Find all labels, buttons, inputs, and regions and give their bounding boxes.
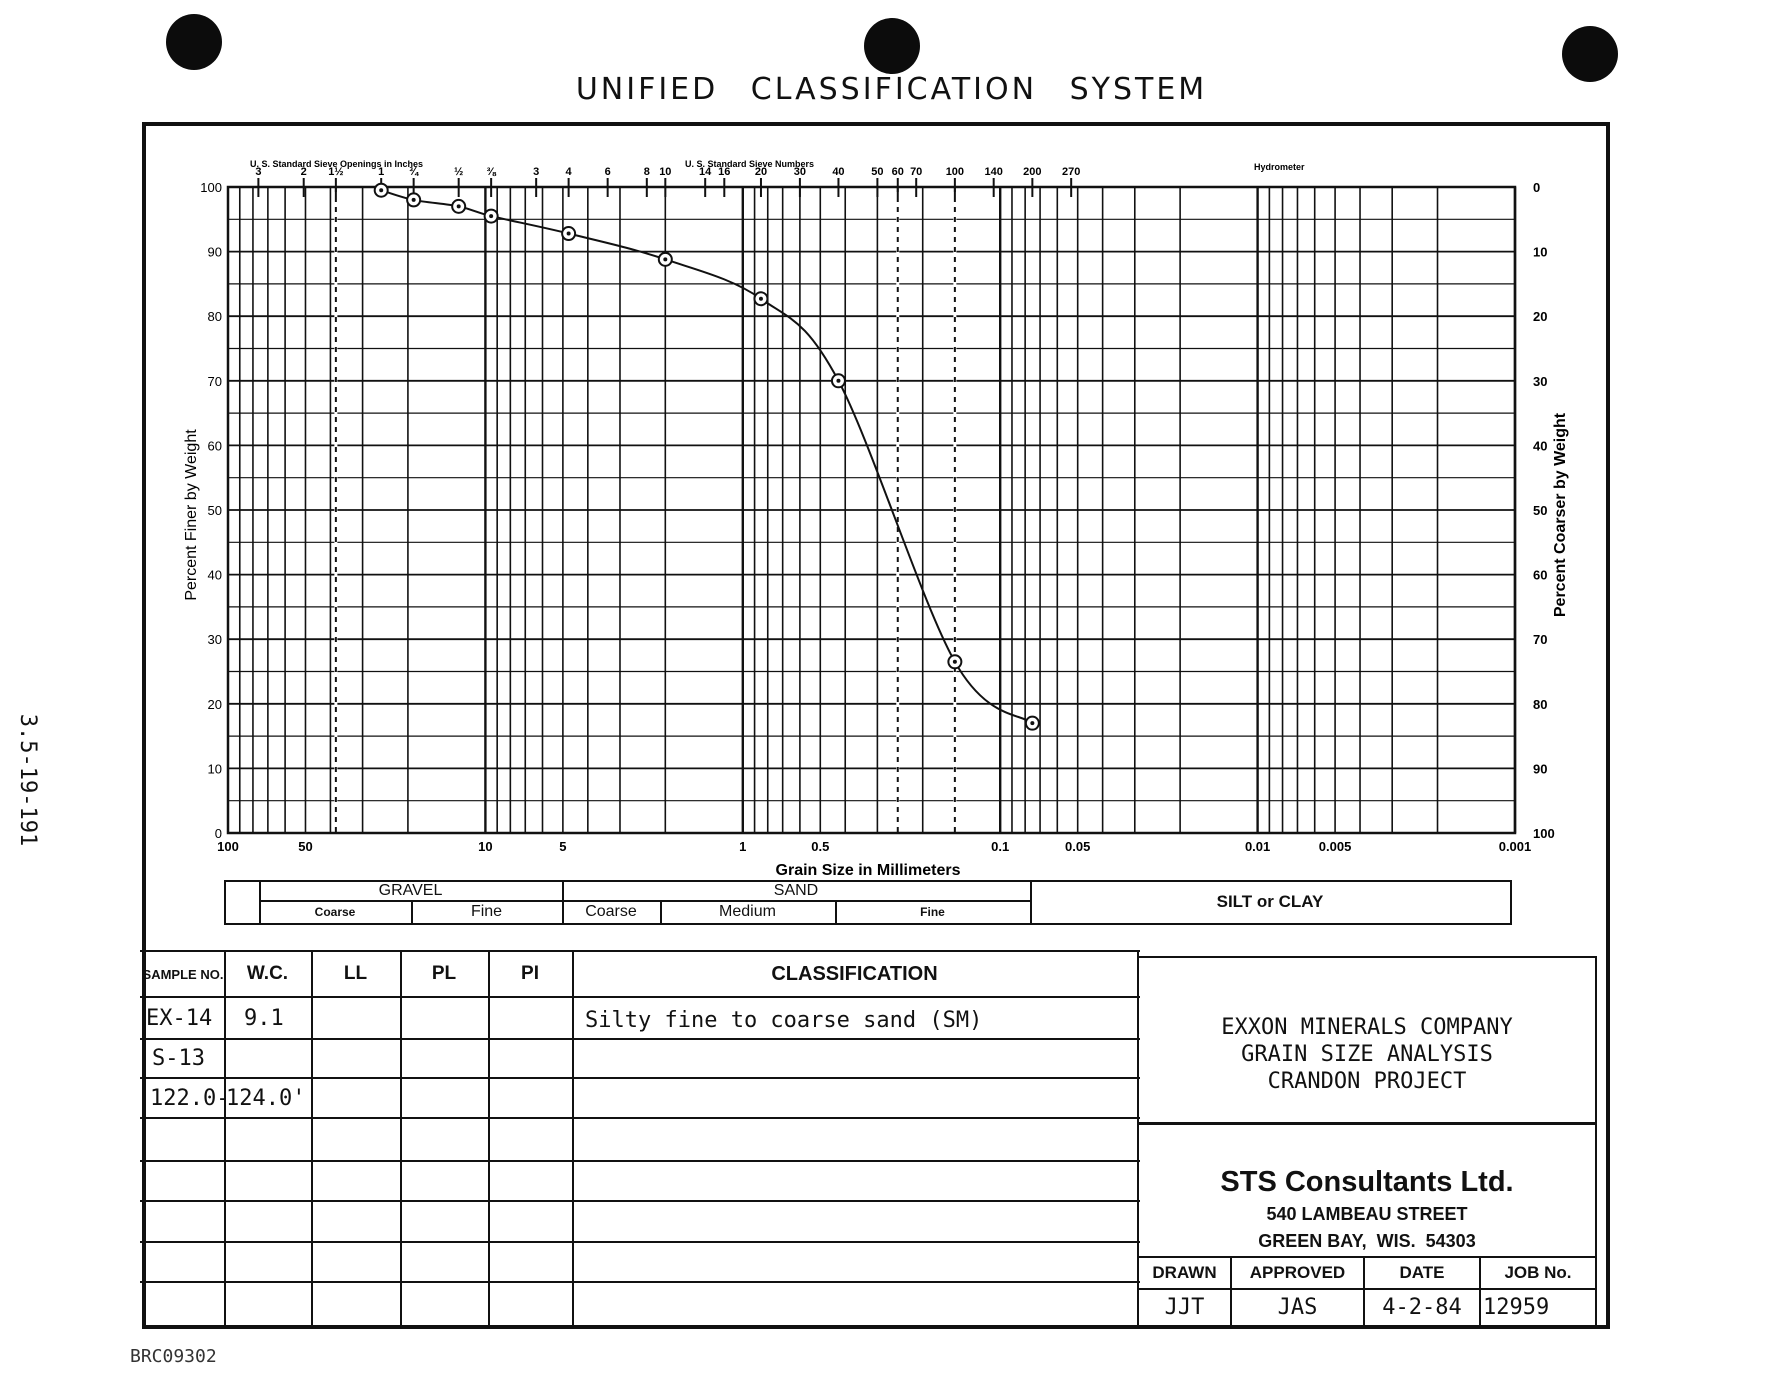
project-analysis: GRAIN SIZE ANALYSIS [1241,1041,1493,1067]
y-tick-label: 20 [207,696,222,712]
y-right-tick-label: 20 [1533,309,1548,325]
sand-fine-label: Fine [920,905,945,919]
y-tick-label: 90 [207,244,222,260]
x-tick-label: 0.01 [1244,839,1271,854]
data-point-center [412,198,416,202]
y-tick-label: 100 [200,180,222,195]
y-right-tick-label: 30 [1533,373,1548,389]
sieve-tick-label: 200 [1023,166,1042,178]
inch-tick-label: 3 [255,166,262,178]
project-company: EXXON MINERALS COMPANY [1221,1014,1513,1040]
row2-sample-no: S-13 [152,1046,205,1071]
side-document-id: 3.5-19-191 [15,713,40,847]
gradation-curve [381,190,1032,723]
y-tick-label: 0 [214,826,222,841]
y-right-tick-label: 60 [1533,567,1548,583]
sieve-tick-label: 4 [565,166,572,178]
x-axis-label: Grain Size in Millimeters [775,862,961,879]
date-label: DATE [1399,1263,1445,1282]
x-tick-label: 0.1 [991,839,1010,854]
approved-label: APPROVED [1249,1263,1346,1282]
y-tick-label: 80 [207,309,222,325]
footer-document-id: BRC09302 [130,1346,217,1367]
hydrometer-label: Hydrometer [1254,162,1305,172]
inch-tick-label: ½ [454,166,464,178]
y-axis-right-label: Percent Coarser by Weight [1552,412,1569,618]
consultant-name: STS Consultants Ltd. [1220,1165,1514,1198]
page-title: UNIFIED CLASSIFICATION SYSTEM [575,72,1208,107]
sieve-tick-label: 6 [604,166,611,178]
sieve-tick-label: 50 [871,166,884,178]
row1-wc: 9.1 [244,1005,284,1031]
sieve-tick-label: 16 [718,166,731,178]
sieve-tick-label: 100 [945,166,965,178]
chart-grid [228,187,1515,833]
header-ll: LL [343,963,368,984]
sieve-tick-label: 14 [699,166,712,178]
data-point-center [457,204,461,208]
y-tick-label: 40 [207,567,222,583]
data-point-center [567,232,571,236]
header-pi: PI [521,963,539,984]
x-tick-label: 100 [217,839,239,854]
y-tick-label: 60 [207,438,222,454]
data-point-center [953,660,957,664]
y-tick-label: 10 [207,761,222,777]
data-point-center [379,188,383,192]
inch-tick-label: ¾ [409,166,419,178]
sieve-tick-label: 40 [832,166,845,178]
sieve-tick-label: 270 [1061,166,1081,178]
inch-tick-label: 1½ [328,166,344,178]
sieve-tick-label: 3 [533,166,540,178]
data-point-center [759,297,763,301]
header-pl: PL [431,963,457,984]
drawn-value: JJT [1164,1294,1205,1320]
y-right-tick-label: 90 [1533,761,1548,777]
y-tick-label: 30 [207,632,222,648]
sand-label: SAND [773,881,819,899]
y-right-tick-label: 10 [1533,244,1548,260]
y-axis-label: Percent Finer by Weight [183,429,200,601]
sieve-tick-label: 140 [984,166,1003,178]
y-right-tick-label: 40 [1533,438,1548,454]
y-right-tick-label: 80 [1533,696,1548,712]
x-tick-label: 5 [559,839,567,854]
y-right-tick-label: 50 [1533,503,1548,518]
x-tick-label: 10 [478,839,493,854]
header-wc: W.C. [246,963,289,984]
job-label: JOB No. [1504,1263,1572,1282]
row1-classification: Silty fine to coarse sand (SM) [585,1007,983,1033]
consultant-city: GREEN BAY, WIS. 54303 [1258,1230,1476,1251]
silt-clay-label: SILT or CLAY [1216,891,1324,911]
sand-medium-label: Medium [719,903,776,920]
data-point-center [836,379,840,383]
y-tick-label: 50 [207,503,222,518]
approved-value: JAS [1277,1294,1318,1320]
drawn-label: DRAWN [1152,1263,1217,1282]
data-point-center [1030,721,1034,725]
row3-wc: 124.0' [226,1085,306,1111]
row1-sample-no: EX-14 [146,1005,213,1031]
sieve-tick-label: 30 [793,166,807,178]
x-tick-label: 1 [739,839,747,854]
x-tick-label: 50 [298,839,313,854]
project-name: CRANDON PROJECT [1267,1068,1467,1094]
x-tick-label: 0.001 [1498,839,1532,854]
sieve-tick-label: 8 [643,166,650,178]
inch-tick-label: 1 [378,166,385,178]
x-tick-label: 0.5 [811,839,830,854]
job-value: 12959 [1483,1294,1550,1320]
inch-tick-label: 2 [300,166,307,178]
sieve-tick-label: 60 [891,166,904,178]
sieve-tick-label: 70 [910,166,923,178]
y-right-tick-label: 100 [1533,826,1555,841]
sieve-tick-label: 20 [754,166,768,178]
x-tick-label: 0.05 [1065,839,1091,854]
header-sample-no: SAMPLE NO. [142,966,224,982]
y-right-tick-label: 70 [1533,632,1548,648]
gravel-fine-label: Fine [470,903,503,920]
sieve-tick-label: 10 [659,166,672,178]
inch-tick-label: ⅜ [486,166,496,178]
sieve-scale-label: U. S. Standard Sieve Numbers [685,159,815,169]
header-classification: CLASSIFICATION [771,962,938,985]
gravel-coarse-label: Coarse [314,905,356,919]
gravel-label: GRAVEL [378,881,443,899]
data-point-center [489,214,493,218]
sand-coarse-label: Coarse [585,903,637,920]
x-tick-label: 0.005 [1318,839,1352,854]
data-point-center [663,257,667,261]
y-right-tick-label: 0 [1533,180,1541,195]
row3-sample-no: 122.0- [150,1085,230,1111]
date-value: 4-2-84 [1382,1294,1462,1320]
y-tick-label: 70 [207,373,222,389]
consultant-street: 540 LAMBEAU STREET [1266,1203,1468,1224]
inches-scale-label: U. S. Standard Sieve Openings in Inches [250,159,424,169]
chart-series [375,184,1039,730]
